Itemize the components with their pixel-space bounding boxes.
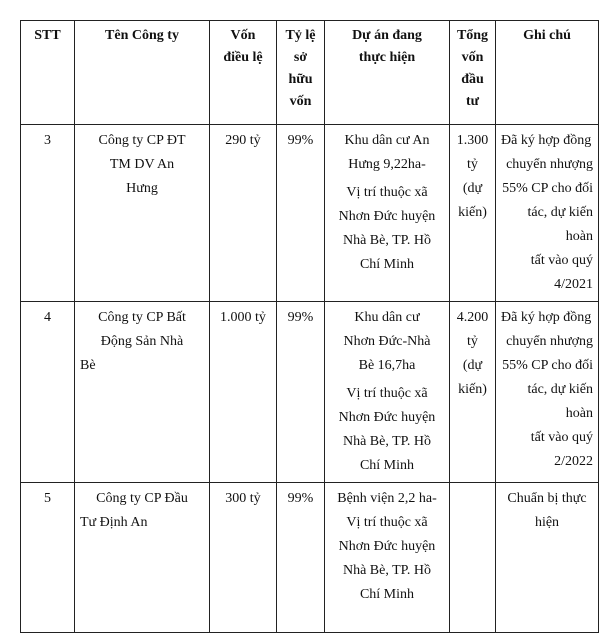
row-project-line: Bệnh viện 2,2 ha- [337, 491, 437, 506]
row-company-cell [75, 302, 210, 483]
header-capital-line: điều lệ [223, 50, 263, 65]
row-company-line: Công ty CP ĐT [98, 133, 186, 148]
row-project-line: Chí Minh [359, 458, 415, 473]
row-investment-line: tỷ [467, 157, 478, 172]
row-investment-cell [450, 483, 496, 633]
row-note-line: 55% CP cho đối [502, 358, 593, 373]
row-project-cell [325, 302, 450, 483]
header-investment [450, 21, 496, 125]
header-company-label: Tên Công ty [105, 28, 179, 43]
row-project-line: Bè 16,7ha [358, 358, 416, 373]
header-ownership [277, 21, 325, 125]
row-project-line: Vị trí thuộc xã [346, 386, 428, 401]
row-company-line: Tư Định An [80, 515, 148, 530]
row-investment-line: 4.200 [456, 310, 489, 325]
row-stt-cell [21, 302, 75, 483]
row-note-line: tất vào quý 2/2022 [530, 430, 593, 469]
header-ownership-line: vốn [289, 94, 312, 109]
row-ownership: 99% [287, 310, 314, 325]
row-project-line: Nhơn Đức huyện [338, 410, 436, 425]
row-stt-cell [21, 483, 75, 633]
row-company-line: Công ty CP Bất [98, 310, 186, 325]
header-investment-line: đầu [461, 72, 484, 87]
row-note-line: tác, dự kiến hoàn [527, 382, 593, 421]
header-note [496, 21, 599, 125]
table-row [21, 302, 599, 483]
row-project-line: Vị trí thuộc xã [346, 515, 428, 530]
row-ownership-cell [277, 483, 325, 633]
row-stt: 4 [44, 310, 51, 325]
row-investment-line: (dự [462, 358, 483, 373]
row-investment-line: (dự [462, 181, 483, 196]
row-note-cell [496, 302, 599, 483]
header-stt-label: STT [34, 28, 61, 43]
row-stt-cell [21, 125, 75, 302]
header-stt [21, 21, 75, 125]
row-stt: 5 [44, 491, 51, 506]
row-project-line: Hưng 9,22ha- [348, 157, 426, 172]
header-ownership-line: sở [293, 50, 308, 65]
row-capital: 290 tỷ [225, 133, 261, 148]
row-note-line: Chuẩn bị thực hiện [507, 491, 587, 530]
table-row [21, 483, 599, 633]
row-company-line: Công ty CP Đầu [96, 491, 188, 506]
row-note-line: Đã ký hợp đồng [501, 310, 592, 325]
row-note-line: tác, dự kiến hoàn [527, 205, 593, 244]
row-ownership-cell [277, 125, 325, 302]
row-project-line: Nhà Bè, TP. Hồ [342, 563, 432, 578]
row-company-cell [75, 483, 210, 633]
row-project-cell [325, 125, 450, 302]
row-note-cell [496, 125, 599, 302]
row-capital-cell [210, 483, 277, 633]
row-note-line: 55% CP cho đối [502, 181, 593, 196]
row-investment-line: kiến) [458, 382, 487, 397]
row-investment-line: tỷ [467, 334, 478, 349]
row-investment-cell [450, 125, 496, 302]
row-note-line: chuyển nhượng [506, 334, 593, 349]
company-table-container [20, 20, 598, 633]
table-row [21, 125, 599, 302]
header-project [325, 21, 450, 125]
row-stt: 3 [44, 133, 51, 148]
row-ownership: 99% [287, 491, 314, 506]
header-capital [210, 21, 277, 125]
header-investment-line: vốn [461, 50, 484, 65]
row-project-line: Chí Minh [359, 257, 415, 272]
row-project-line: Chí Minh [359, 587, 415, 602]
header-capital-line: Vốn [230, 28, 256, 43]
row-project-cell [325, 483, 450, 633]
row-project-line: Nhà Bè, TP. Hồ [342, 434, 432, 449]
row-company-line: Bè [80, 358, 96, 373]
row-project-line: Khu dân cư An [344, 133, 430, 148]
header-note-label: Ghi chú [523, 28, 571, 43]
row-investment-line: 1.300 [456, 133, 489, 148]
header-ownership-line: hữu [288, 72, 313, 87]
row-investment-line: kiến) [458, 205, 487, 220]
row-capital-cell [210, 302, 277, 483]
row-capital-cell [210, 125, 277, 302]
row-capital: 1.000 tỷ [220, 310, 266, 325]
row-investment-cell [450, 302, 496, 483]
row-project-line: Nhơn Đức huyện [338, 539, 436, 554]
header-investment-line: tư [465, 94, 480, 109]
row-note-line: chuyển nhượng [506, 157, 593, 172]
row-project-line: Vị trí thuộc xã [346, 185, 428, 200]
header-company [75, 21, 210, 125]
header-project-line: thực hiện [358, 50, 416, 65]
row-company-line: TM DV An [109, 157, 175, 172]
company-project-table [20, 20, 599, 633]
row-project-line: Khu dân cư [354, 310, 420, 325]
row-project-line: Nhà Bè, TP. Hồ [342, 233, 432, 248]
row-project-line: Nhơn Đức huyện [338, 209, 436, 224]
row-ownership-cell [277, 302, 325, 483]
header-ownership-line: Tỷ lệ [285, 28, 316, 43]
row-company-line: Hưng [126, 181, 158, 196]
row-note-line: Đã ký hợp đồng [501, 133, 592, 148]
row-ownership: 99% [287, 133, 314, 148]
header-investment-line: Tổng [456, 28, 489, 43]
row-project-line: Nhơn Đức-Nhà [343, 334, 431, 349]
row-note-line: tất vào quý 4/2021 [530, 253, 593, 292]
row-company-line: Động Sản Nhà [100, 334, 184, 349]
table-header-row [21, 21, 599, 125]
row-note-cell [496, 483, 599, 633]
row-company-cell [75, 125, 210, 302]
row-capital: 300 tỷ [225, 491, 261, 506]
header-project-line: Dự án đang [352, 28, 422, 43]
